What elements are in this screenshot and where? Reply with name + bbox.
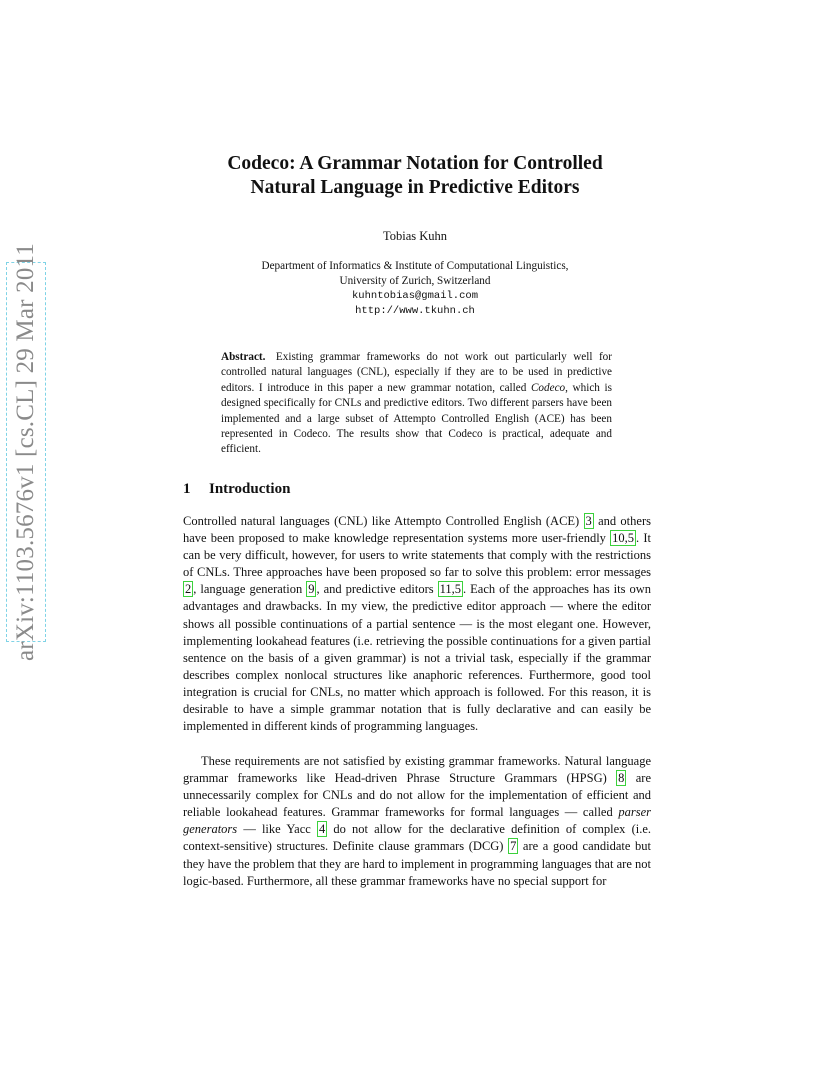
section-number: 1 xyxy=(183,481,191,497)
arxiv-id[interactable]: arXiv:1103.5676v1 [cs.CL] 29 Mar 2011 xyxy=(12,243,39,661)
abstract xyxy=(221,350,612,458)
citation-link[interactable]: 2 xyxy=(185,582,192,597)
paragraph-text: do not allow for the declarative definition of complex (i.e. context-sensitive) structures. Definite clause grammars (DCG) xyxy=(183,822,651,854)
paragraph-text: . Each of the approaches has its own advantages and drawbacks. In my view, the predictive editor approach — where the editor shows all possible continuations of a partial sentence — is the most elegant one. However, implementing lookahead features (i.e. retrieving the possible continuations for a given partial sentence on the basis of a given grammar) is not a trivial task, especially if the grammar describes complex nonlocal structures like anaphoric references. Furthermore, good tool integration is crucial for CNLs, no matter which approach is followed. For this reason, it is desirable to have a simple grammar notation that is fully declarative and can easily be implemented in different kinds of programming languages. xyxy=(183,582,652,734)
paragraph-text: — like Yacc xyxy=(237,822,317,837)
affiliation xyxy=(130,259,700,319)
paragraph-text: , and predictive editors xyxy=(316,582,438,597)
abstract-text: Existing grammar frameworks do not work out particularly well for controlled natural languages (CNL), especially if they are to be used in predictive editors. I introduce in this paper a new grammar notation, called xyxy=(221,351,612,394)
arxiv-stamp[interactable] xyxy=(6,243,46,661)
abstract-emphasis: Codeco xyxy=(530,381,566,394)
author-name: Tobias Kuhn xyxy=(382,229,448,243)
citation-link[interactable]: 3 xyxy=(585,514,592,528)
paragraph-2 xyxy=(183,753,651,890)
citation-link[interactable]: 11,5 xyxy=(439,582,462,597)
email-link[interactable]: kuhntobias@gmail.com xyxy=(351,290,479,302)
paragraph-text: , language generation xyxy=(193,582,307,597)
affiliation-line-2: University of Zurich, Switzerland xyxy=(339,275,491,287)
title-line-1: Codeco: A Grammar Notation for Controlled xyxy=(227,153,603,174)
paragraph-text: These requirements are not satisfied by existing grammar frameworks. Natural language grammar frameworks like Head-driven Phrase Structure Grammars (HPSG) xyxy=(183,754,651,786)
citation-link[interactable]: 7 xyxy=(510,839,517,854)
citation-link[interactable]: 9 xyxy=(308,582,315,597)
section-title: Introduction xyxy=(209,481,291,497)
citation-link[interactable]: 8 xyxy=(618,771,625,786)
website-link[interactable]: http://www.tkuhn.ch xyxy=(355,305,475,317)
citation-link[interactable]: 4 xyxy=(318,822,326,837)
paragraph-text: are a good candidate but they have the problem that they are hard to implement in programming languages that are not logic-based. Furthermore, all these grammar frameworks have no special support for xyxy=(183,839,652,888)
abstract-label: Abstract. xyxy=(221,351,266,363)
abstract-text-continued: , which is designed specifically for CNLs and predictive editors. Two different parsers have been implemented and a large subset of Attempto Controlled English (ACE) has been represented in Codeco. The results show that Codeco is practical, adequate and efficient. xyxy=(221,381,612,456)
citation-link[interactable]: 10,5 xyxy=(612,531,635,546)
paragraph-text: and others have been proposed to make knowledge representation systems more user-friendly xyxy=(183,514,651,546)
emphasis-text: parser generators xyxy=(183,805,651,837)
section-heading xyxy=(183,481,290,498)
affiliation-line-1: Department of Informatics & Institute of Computational Linguistics, xyxy=(261,260,569,272)
paragraph-1 xyxy=(183,513,651,735)
paragraph-text: are unnecessarily complex for CNLs and do not allow for the implementation of efficient and reliable lookahead features. Grammar frameworks for formal languages — called xyxy=(183,771,651,820)
paper-title xyxy=(130,152,700,200)
title-line-2: Natural Language in Predictive Editors xyxy=(250,177,580,198)
paragraph-text: Controlled natural languages (CNL) like Attempto Controlled English (ACE) xyxy=(183,514,584,528)
paragraph-text: . It can be very difficult, however, for users to write statements that comply with the restrictions of CNLs. Three approaches have been proposed so far to solve this problem: error messages xyxy=(183,531,651,580)
